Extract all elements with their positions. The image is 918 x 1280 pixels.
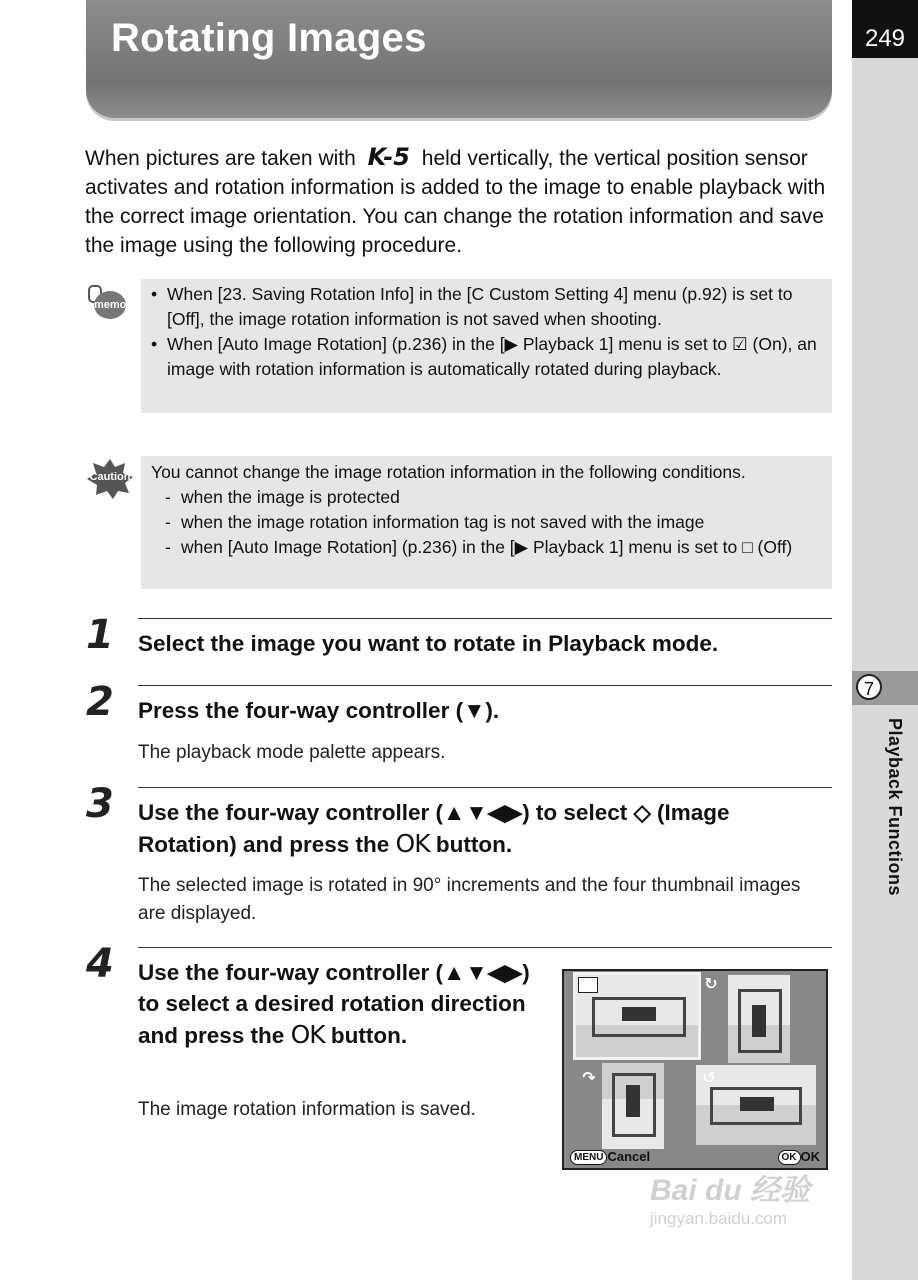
caution-box — [141, 456, 832, 589]
step-3-text-a: Use the four-way controller (▲▼◀▶) to select ◇ (Image Rotation) and press the — [138, 800, 730, 857]
ok-label: OK — [800, 1149, 820, 1164]
child-figure — [622, 1007, 656, 1021]
chapter-label: Playback Functions — [885, 718, 905, 897]
rotation-thumbnail[interactable] — [728, 975, 790, 1063]
title-banner — [86, 0, 832, 118]
rotate-left-icon: ↺ — [702, 1068, 716, 1087]
camera-screen — [562, 969, 828, 1170]
ok-symbol: OK — [290, 1020, 325, 1049]
rotation-thumbnail[interactable] — [576, 975, 698, 1057]
caution-item: - when [Auto Image Rotation] (p.236) in the [▶ Playback 1] menu is set to □ (Off) — [165, 535, 822, 560]
step-divider — [138, 618, 832, 619]
caution-label: Caution — [89, 471, 131, 483]
memo-badge: memo — [94, 291, 126, 319]
side-strip — [852, 0, 918, 1280]
step-number: 4 — [86, 941, 114, 987]
step-4-text-b: button. — [330, 1023, 408, 1048]
original-frame-icon — [578, 977, 598, 993]
rotation-thumbnail[interactable] — [602, 1063, 664, 1149]
chapter-number: 7 — [856, 674, 882, 700]
ok-button-icon: OK — [778, 1150, 801, 1165]
step-2-text: Press the four-way controller (▼). — [138, 698, 500, 723]
child-figure — [626, 1085, 640, 1117]
intro-before-model: When pictures are taken with — [85, 147, 356, 170]
step-1-text: Select the image you want to rotate in Playback mode. — [138, 631, 719, 656]
step-number: 1 — [86, 612, 114, 658]
child-figure — [752, 1005, 766, 1037]
memo-item: • When [Auto Image Rotation] (p.236) in the [▶ Playback 1] menu is set to ☑ (On), an image with rotation information is automatically rotated during playback. — [151, 332, 822, 382]
watermark-url: jingyan.baidu.com — [650, 1209, 788, 1228]
caution-item: - when the image rotation information tag is not saved with the image — [165, 510, 822, 535]
step-2-body: The playback mode palette appears. — [138, 742, 446, 763]
intro-after-model: held vertically, the vertical position sensor activates and rotation information is added to the image to enable playback with the correct image orientation. You can change the rotation information and save the image using the following procedure. — [85, 147, 826, 257]
model-logo: K-5 — [367, 143, 410, 171]
cancel-label: Cancel — [607, 1149, 651, 1164]
baidu-watermark — [650, 1165, 860, 1229]
step-number: 2 — [86, 679, 114, 725]
rotate-180-icon: ↷ — [582, 1068, 596, 1087]
intro-paragraph — [85, 143, 835, 260]
page-title: Rotating Images — [111, 16, 427, 60]
step-4-text — [138, 957, 538, 1051]
caution-list — [165, 485, 822, 560]
menu-button-icon: MENU — [570, 1150, 607, 1165]
ok-symbol: OK — [395, 829, 430, 858]
cancel-control[interactable] — [570, 1149, 650, 1165]
caution-icon — [87, 459, 133, 499]
step-3-body: The selected image is rotated in 90° increments and the four thumbnail images are displayed. — [138, 875, 801, 924]
step-divider — [138, 685, 832, 686]
screen-footer — [568, 1148, 822, 1166]
step-4-body: The image rotation information is saved. — [138, 1099, 476, 1120]
step-3-text-b: button. — [435, 832, 513, 857]
watermark-brand: Bai du 经验 — [650, 1174, 811, 1207]
memo-list — [151, 282, 822, 382]
child-figure — [740, 1097, 774, 1111]
memo-icon — [88, 285, 128, 319]
step-divider — [138, 947, 832, 948]
memo-box — [141, 279, 832, 413]
page-number: 249 — [852, 0, 918, 58]
caution-intro: You cannot change the image rotation information in the following conditions. — [151, 462, 746, 482]
ok-control[interactable] — [778, 1149, 821, 1165]
caution-item: - when the image is protected — [165, 485, 822, 510]
memo-item: • When [23. Saving Rotation Info] in the [C Custom Setting 4] menu (p.92) is set to [Off], the image rotation information is not saved when shooting. — [151, 282, 822, 332]
step-number: 3 — [86, 781, 114, 827]
step-3-text — [138, 797, 832, 860]
rotate-right-icon: ↻ — [704, 974, 718, 993]
step-divider — [138, 787, 832, 788]
step-4-text-a: Use the four-way controller (▲▼◀▶) to select a desired rotation direction and press the — [138, 960, 530, 1048]
